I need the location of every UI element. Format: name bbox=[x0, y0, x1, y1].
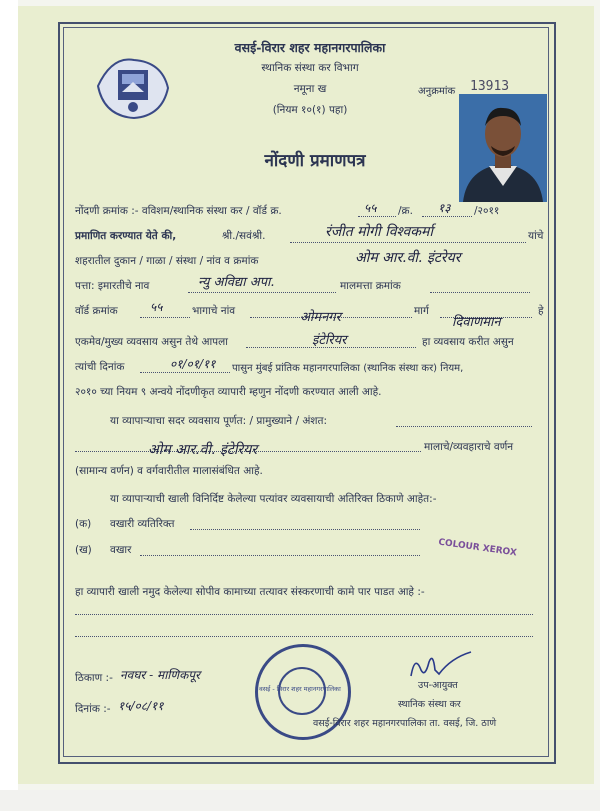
date-line bbox=[140, 372, 230, 373]
processing-fill-line-2 bbox=[75, 636, 533, 637]
dept-title: स्थानिक संस्था कर विभाग bbox=[261, 62, 359, 74]
road-value: दिवाणमान bbox=[452, 315, 501, 330]
person-photo-icon bbox=[459, 94, 547, 202]
address-line bbox=[188, 292, 336, 293]
serial-label: अनुक्रमांक bbox=[418, 86, 456, 97]
address-value: न्यु अविद्या अपा. bbox=[198, 275, 275, 290]
rule-reference: (नियम १०(१) पहा) bbox=[272, 104, 348, 116]
item-kha-label: (ख) bbox=[75, 544, 92, 556]
reg-no-value: १३ bbox=[438, 201, 451, 215]
ward-line bbox=[140, 317, 190, 318]
date-tail: पासुन मुंबई प्रांतिक महानगरपालिका (स्थानिक संस्था कर) नियम, bbox=[232, 363, 464, 374]
goods-value: ओम आर.वी. इंटेरियर bbox=[148, 442, 258, 458]
photo bbox=[459, 94, 547, 202]
item-ka-text: वखारी व्यतिरिक्त bbox=[110, 518, 175, 530]
officer-org: वसई-विरार शहर महानगरपालिका ता. वसई, जि. ठाणे bbox=[313, 718, 497, 729]
area-label: भागाचे नांव bbox=[192, 305, 236, 317]
goods-tail: मालाचे/व्यवहाराचे वर्णन bbox=[424, 441, 514, 453]
name-line bbox=[290, 242, 526, 243]
reg-no-label: /क्र. bbox=[398, 205, 413, 217]
business-value: इंटेरियर bbox=[312, 333, 347, 348]
dated-value: १५/०८/११ bbox=[118, 699, 164, 713]
property-label: मालमत्ता क्रमांक bbox=[340, 280, 401, 292]
place-value: नवघर - माणिकपूर bbox=[120, 668, 201, 682]
org-title: वसई-विरार शहर महानगरपालिका bbox=[234, 40, 386, 55]
scan-bottom-margin bbox=[0, 790, 600, 811]
reg-ward-line bbox=[358, 216, 396, 217]
he-text: हे bbox=[538, 305, 544, 317]
certify-text: प्रमाणित करण्यात येते की, bbox=[75, 230, 177, 242]
stamp-text: वसई - विरार शहर महानगरपालिका bbox=[259, 685, 341, 693]
rule-line: २०१० च्या नियम ९ अन्वये नोंदणीकृत व्यापारी म्हणुन नोंदणी करण्यात आली आहे. bbox=[75, 386, 382, 398]
item-ka-line bbox=[190, 529, 420, 530]
reg-ward-value: ५५ bbox=[364, 201, 377, 215]
date-value: ०१/०१/११ bbox=[170, 357, 216, 371]
municipal-logo-icon bbox=[92, 52, 174, 122]
address-label: पत्ता: इमारतीचे नाव bbox=[75, 280, 150, 292]
serial-number: 13913 bbox=[470, 79, 510, 94]
shop-value: ओम आर.वी. इंटरेयर bbox=[355, 250, 461, 266]
date-label: त्यांची दिनांक bbox=[75, 361, 125, 373]
item-kha-line bbox=[140, 555, 420, 556]
business-tail: हा व्यवसाय करीत असुन bbox=[422, 336, 514, 348]
scan-margin bbox=[0, 0, 18, 811]
item-ka-label: (क) bbox=[75, 518, 92, 530]
reg-line-label: नोंदणी क्रमांक :- वविशम/स्थानिक संस्था कर / वॉर्ड क्र. bbox=[75, 205, 282, 217]
reg-no-line bbox=[422, 216, 472, 217]
processing-fill-line-1 bbox=[75, 614, 533, 615]
certify-salutation: श्री./सवंश्री. bbox=[222, 230, 266, 242]
road-label: मार्ग bbox=[414, 305, 429, 317]
processing-line: हा व्यापारी खाली नमुद केलेल्या सोपीव कामाच्या तत्यावर संस्करणाची कामे पार पाडत आहे :- bbox=[75, 586, 425, 598]
officer-title: उप-आयुक्त bbox=[418, 680, 458, 691]
shop-label: शहरातील दुकान / गाळा / संस्था / नांव व क्रमांक bbox=[75, 255, 259, 267]
additional-line: या व्यापाऱ्याची खाली विनिर्दिष्ट केलेल्या पत्यांवर व्यवसायाची अतिरिक्त ठिकाणे आहेत:- bbox=[110, 493, 437, 505]
form-name: नमूना ख bbox=[293, 83, 327, 95]
colour-xerox-mark: COLOUR XEROX bbox=[437, 537, 518, 559]
holder-name: रंजीत मोगी विश्वकर्मा bbox=[325, 224, 434, 240]
property-line bbox=[430, 292, 530, 293]
item-kha-text: वखार bbox=[110, 544, 132, 556]
dated-label: दिनांक :- bbox=[75, 703, 111, 715]
nature-fill-line bbox=[396, 426, 532, 427]
ward-label: वॉर्ड क्रमांक bbox=[75, 305, 118, 317]
place-label: ठिकाण :- bbox=[75, 672, 113, 684]
yanche-text: यांचे bbox=[528, 230, 544, 242]
ward-value: ५५ bbox=[150, 300, 163, 314]
nature-line: या व्यापाऱ्याचा सदर व्यवसाय पूर्णत: / प्रामुख्याने / अंशत: bbox=[110, 415, 328, 427]
page-title: नोंदणी प्रमाणपत्र bbox=[264, 151, 366, 171]
area-value: ओमनगर bbox=[300, 310, 341, 325]
goods-line2: (सामान्य वर्णन) व वर्गवारीतील मालासंबंधित आहे. bbox=[75, 465, 263, 477]
business-label: एकमेव/मुख्य व्यवसाय असुन तेथे आपला bbox=[75, 336, 228, 348]
officer-dept: स्थानिक संस्था कर bbox=[398, 699, 461, 710]
reg-year: /२०११ bbox=[474, 205, 500, 217]
